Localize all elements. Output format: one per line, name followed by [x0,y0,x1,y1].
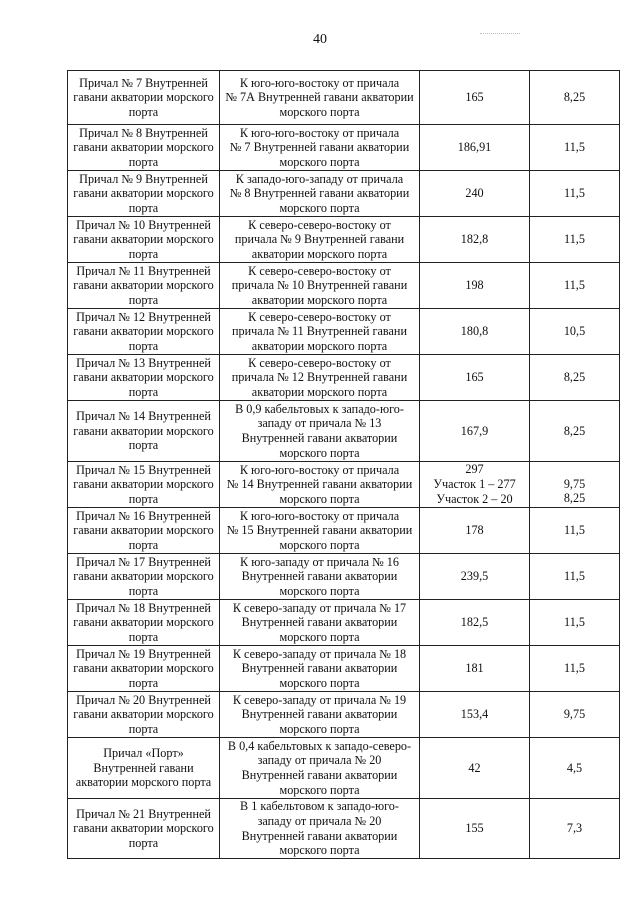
berth-location-cell: К юго-юго-востоку от причала № 7 Внутренней гавани акватории морского порта [220,125,420,171]
berth-length-cell: 180,8 [420,309,530,355]
berth-location-cell: К северо-западу от причала № 19 Внутренней гавани акватории морского порта [220,692,420,738]
berth-depth-cell: 11,5 [530,125,620,171]
table-row [68,508,620,554]
table-row [68,355,620,401]
berth-location-cell: К северо-западу от причала № 17 Внутренней гавани акватории морского порта [220,600,420,646]
berth-depth-cell: 9,75 [530,692,620,738]
berth-location-cell: К северо-северо-востоку от причала № 12 Внутренней гавани акватории морского порта [220,355,420,401]
berth-length-cell: 186,91 [420,125,530,171]
berth-name-cell: Причал № 14 Внутренней гавани акватории морского порта [68,401,220,462]
berth-name-cell: Причал № 16 Внутренней гавани акватории морского порта [68,508,220,554]
berth-length-cell: 165 [420,355,530,401]
berth-length-cell: 165 [420,71,530,125]
berth-depth-cell: 11,5 [530,646,620,692]
berth-name-cell: Причал № 8 Внутренней гавани акватории морского порта [68,125,220,171]
berth-depth-cell: 11,5 [530,508,620,554]
berth-depth-cell: 8,25 [530,355,620,401]
table-row [68,600,620,646]
berth-length-cell: 167,9 [420,401,530,462]
berth-name-cell: Причал № 21 Внутренней гавани акватории морского порта [68,799,220,859]
berth-length-cell: 182,5 [420,600,530,646]
berth-depth-cell: 4,5 [530,738,620,799]
berth-location-cell: К юго-западу от причала № 16 Внутренней гавани акватории морского порта [220,554,420,600]
berth-name-cell: Причал № 20 Внутренней гавани акватории морского порта [68,692,220,738]
berth-name-cell: Причал № 10 Внутренней гавани акватории морского порта [68,217,220,263]
berth-length-cell: 240 [420,171,530,217]
table-row [68,401,620,462]
berth-location-cell: К юго-юго-востоку от причала № 7А Внутренней гавани акватории морского порта [220,71,420,125]
table-row [68,125,620,171]
berth-location-cell: К западо-юго-западу от причала № 8 Внутренней гавани акватории морского порта [220,171,420,217]
table-row [68,217,620,263]
berth-name-cell: Причал № 12 Внутренней гавани акватории морского порта [68,309,220,355]
berth-depth-cell: 10,5 [530,309,620,355]
berth-length-cell: 42 [420,738,530,799]
scan-artifact [480,33,520,34]
berth-name-cell: Причал № 17 Внутренней гавани акватории морского порта [68,554,220,600]
berth-depth-cell: 8,25 [530,401,620,462]
berth-name-cell: Причал № 13 Внутренней гавани акватории морского порта [68,355,220,401]
table-row [68,263,620,309]
berth-name-cell: Причал № 9 Внутренней гавани акватории морского порта [68,171,220,217]
table-row [68,799,620,859]
table-row [68,171,620,217]
berth-length-cell: 198 [420,263,530,309]
berth-location-cell: К северо-северо-востоку от причала № 10 Внутренней гавани акватории морского порта [220,263,420,309]
table-row [68,309,620,355]
table-row [68,738,620,799]
berth-location-cell: К северо-северо-востоку от причала № 9 Внутренней гавани акватории морского порта [220,217,420,263]
table-row [68,462,620,508]
berth-location-cell: К северо-северо-востоку от причала № 11 Внутренней гавани акватории морского порта [220,309,420,355]
berth-name-cell: Причал № 7 Внутренней гавани акватории морского порта [68,71,220,125]
berth-length-cell: 182,8 [420,217,530,263]
berth-length-cell: 239,5 [420,554,530,600]
berth-depth-cell: 11,5 [530,263,620,309]
page-number: 40 [313,32,327,47]
berths-table-body [68,71,620,859]
berths-table [67,70,620,859]
table-row [68,71,620,125]
berth-length-cell: 178 [420,508,530,554]
berth-location-cell: К юго-юго-востоку от причала № 15 Внутренней гавани акватории морского порта [220,508,420,554]
berth-length-cell: 297 Участок 1 – 277 Участок 2 – 20 [420,462,530,508]
berth-name-cell: Причал № 19 Внутренней гавани акватории морского порта [68,646,220,692]
berth-depth-cell: 11,5 [530,217,620,263]
berth-length-cell: 153,4 [420,692,530,738]
berth-name-cell: Причал № 18 Внутренней гавани акватории морского порта [68,600,220,646]
berth-location-cell: В 0,4 кабельтовых к западо-северо- западу от причала № 20 Внутренней гавани акватории морского порта [220,738,420,799]
berth-depth-cell: 11,5 [530,171,620,217]
berth-name-cell: Причал «Порт» Внутренней гавани акватории морского порта [68,738,220,799]
berth-length-cell: 155 [420,799,530,859]
berth-name-cell: Причал № 11 Внутренней гавани акватории морского порта [68,263,220,309]
berth-depth-cell: 8,25 [530,71,620,125]
table-row [68,646,620,692]
berth-depth-cell: 7,3 [530,799,620,859]
berth-location-cell: К северо-западу от причала № 18 Внутренней гавани акватории морского порта [220,646,420,692]
berth-length-cell: 181 [420,646,530,692]
table-row [68,554,620,600]
berth-depth-cell: 9,75 8,25 [530,462,620,508]
berth-depth-cell: 11,5 [530,554,620,600]
berth-location-cell: К юго-юго-востоку от причала № 14 Внутренней гавани акватории морского порта [220,462,420,508]
berth-name-cell: Причал № 15 Внутренней гавани акватории морского порта [68,462,220,508]
table-row [68,692,620,738]
berth-depth-cell: 11,5 [530,600,620,646]
berth-location-cell: В 0,9 кабельтовых к западо-юго- западу от причала № 13 Внутренней гавани акватории морского порта [220,401,420,462]
berth-location-cell: В 1 кабельтовом к западо-юго- западу от причала № 20 Внутренней гавани акватории морского порта [220,799,420,859]
